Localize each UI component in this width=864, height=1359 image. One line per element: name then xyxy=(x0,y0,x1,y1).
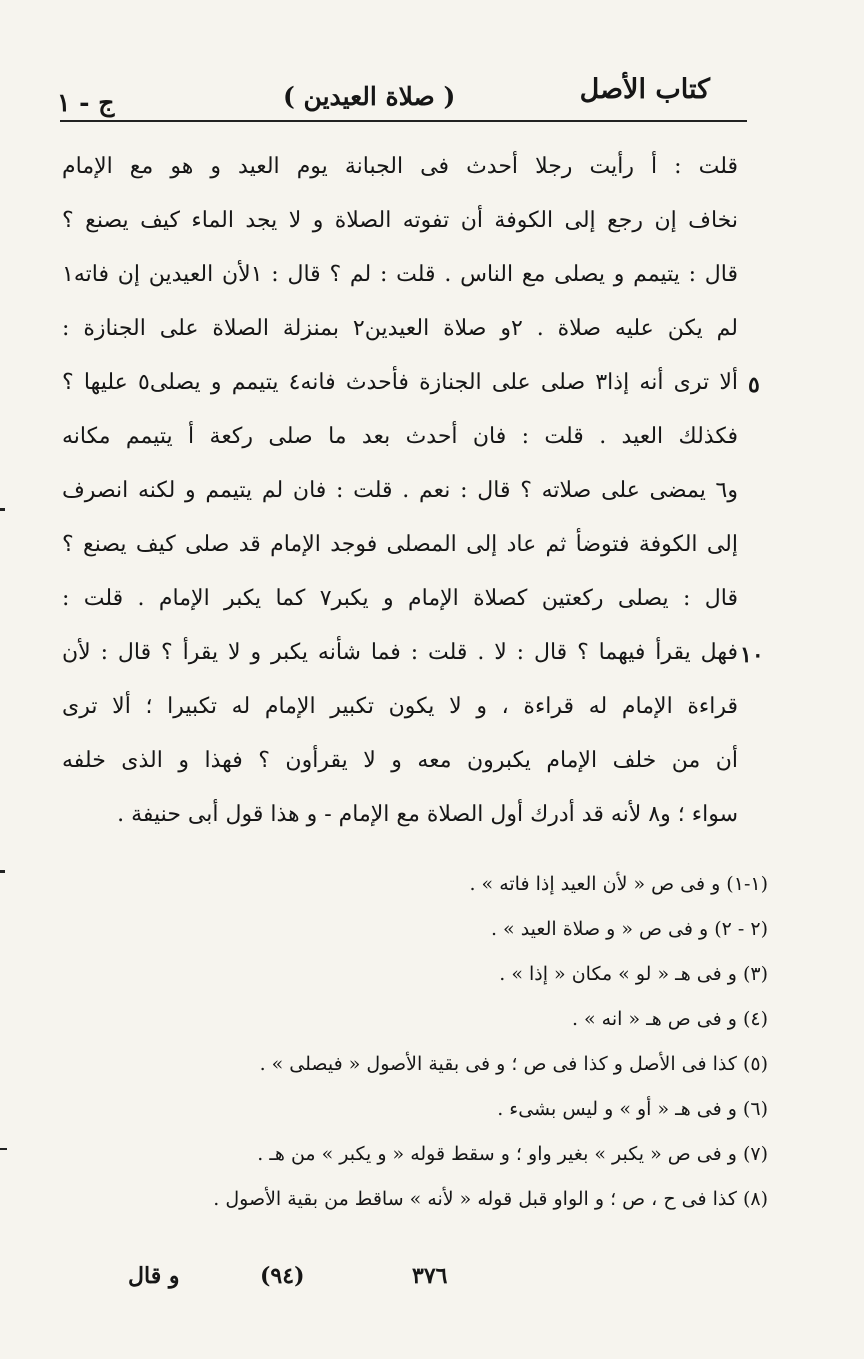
text-line: نخاف إن رجع إلى الكوفة أن تفوته الصلاة و لا يجد الماء كيف يصنع ؟ xyxy=(62,208,738,233)
book-title: كتاب الأصل xyxy=(579,74,710,105)
main-text xyxy=(62,140,738,842)
text-line: قال : يصلى ركعتين كصلاة الإمام و يكبر٧ كما يكبر الإمام . قلت : xyxy=(62,586,738,611)
line-number-5: ٥ xyxy=(748,372,760,398)
scan-speck xyxy=(0,508,5,511)
text-line: قراءة الإمام له قراءة ، و لا يكون تكبير الإمام له تكبيرا ؛ ألا ترى xyxy=(62,694,738,719)
footnotes xyxy=(100,862,768,1222)
footnote: (٨) كذا فى ح ، ص ؛ و الواو قبل قوله « لأنه » ساقط من بقية الأصول . xyxy=(213,1188,768,1210)
text-line: ألا ترى أنه إذا٣ صلى على الجنازة فأحدث فانه٤ يتيمم و يصلى٥ عليها ؟ xyxy=(62,370,738,395)
catchword: و قال xyxy=(128,1263,180,1289)
text-line: أن من خلف الإمام يكبرون معه و لا يقرأون ؟ فهذا و الذى خلفه xyxy=(62,748,738,773)
scan-speck xyxy=(0,870,5,873)
header-rule xyxy=(60,120,747,122)
footnote: (٣) و فى هـ « لو » مكان « إذا » . xyxy=(499,963,768,985)
footnote: (٦) و فى هـ « أو » و ليس بشىء . xyxy=(497,1098,768,1120)
text-line: فهل يقرأ فيهما ؟ قال : لا . قلت : فما شأنه يكبر و لا يقرأ ؟ قال : لأن xyxy=(62,640,738,665)
footnote: (٥) كذا فى الأصل و كذا فى ص ؛ و فى بقية الأصول « فيصلى » . xyxy=(259,1053,768,1075)
page-footer xyxy=(100,1263,530,1303)
text-line: إلى الكوفة فتوضأ ثم عاد إلى المصلى فوجد الإمام قد صلى كيف يصنع ؟ xyxy=(62,532,738,557)
volume-part: ج - ١ xyxy=(57,88,115,117)
text-line: قال : يتيمم و يصلى مع الناس . قلت : لم ؟ قال : ١لأن العيدين إن فاته١ xyxy=(62,262,738,287)
footnote: (٧) و فى ص « يكبر » بغير واو ؛ و سقط قوله « و يكبر » من هـ . xyxy=(257,1143,768,1165)
footnote: (٢ - ٢) و فى ص « و صلاة العيد » . xyxy=(490,918,768,940)
text-line: لم يكن عليه صلاة . ٢و صلاة العيدين٢ بمنزلة الصلاة على الجنازة : xyxy=(62,316,738,341)
text-line: قلت : أ رأيت رجلا أحدث فى الجبانة يوم العيد و هو مع الإمام xyxy=(62,154,738,179)
text-line: و٦ يمضى على صلاته ؟ قال : نعم . قلت : فان لم يتيمم و لكنه انصرف xyxy=(62,478,738,503)
text-line: فكذلك العيد . قلت : فان أحدث بعد ما صلى ركعة أ يتيمم مكانه xyxy=(62,424,738,449)
scan-speck xyxy=(0,1148,7,1150)
footnote: (١-١) و فى ص « لأن العيد إذا فاته » . xyxy=(469,873,768,895)
text-line: سواء ؛ و٨ لأنه قد أدرك أول الصلاة مع الإمام - و هذا قول أبى حنيفة . xyxy=(117,802,738,827)
chapter-title: ( صلاة العيدين ) xyxy=(283,82,456,111)
footnote: (٤) و فى ص هـ « انه » . xyxy=(571,1008,768,1030)
running-header xyxy=(55,68,750,122)
line-number-10: ١٠ xyxy=(740,642,764,668)
sheet-number: (٩٤) xyxy=(260,1263,305,1289)
page-number: ٣٧٦ xyxy=(412,1263,448,1289)
